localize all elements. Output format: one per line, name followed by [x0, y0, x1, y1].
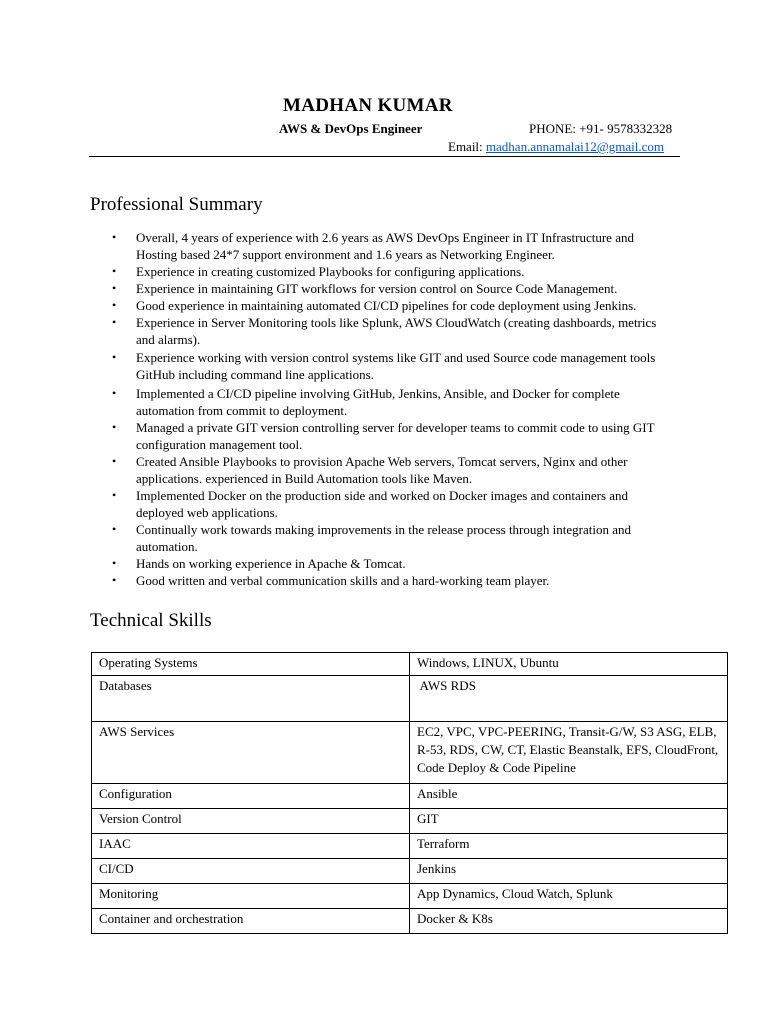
- skill-category: Version Control: [92, 809, 410, 834]
- skill-value: Ansible: [410, 784, 728, 809]
- summary-item: • Experience in maintaining GIT workflows for version control on Source Code Management.: [110, 280, 670, 297]
- skill-category: Container and orchestration: [92, 909, 410, 934]
- summary-item: • Experience in creating customized Playbooks for configuring applications.: [110, 263, 670, 280]
- table-row: [92, 834, 728, 859]
- skill-category: Configuration: [92, 784, 410, 809]
- summary-item: • Overall, 4 years of experience with 2.6 years as AWS DevOps Engineer in IT Infrastructure and Hosting based 24*7 support environment and 1.6 years as Networking Engineer.: [110, 229, 670, 263]
- skill-value: Docker & K8s: [410, 909, 728, 934]
- summary-item: • Created Ansible Playbooks to provision Apache Web servers, Tomcat servers, Nginx and other applications. experienced in Build Automation tools like Maven.: [110, 453, 670, 487]
- table-row: [92, 676, 728, 722]
- table-row: [92, 809, 728, 834]
- email-label: Email:: [448, 139, 486, 154]
- skill-category: Operating Systems: [92, 653, 410, 676]
- skills-table: [91, 652, 728, 934]
- section-title-summary: Professional Summary: [90, 194, 263, 215]
- table-row: [92, 722, 728, 784]
- skill-category: CI/CD: [92, 859, 410, 884]
- summary-item: • Continually work towards making improvements in the release process through integration and automation.: [110, 521, 670, 555]
- summary-item: • Implemented Docker on the production side and worked on Docker images and containers and deployed web applications.: [110, 487, 670, 521]
- skill-category: IAAC: [92, 834, 410, 859]
- header-divider: [89, 156, 680, 157]
- candidate-name: MADHAN KUMAR: [283, 95, 453, 116]
- summary-item: • Good experience in maintaining automated CI/CD pipelines for code deployment using Jenkins.: [110, 297, 670, 314]
- summary-item: • Implemented a CI/CD pipeline involving GitHub, Jenkins, Ansible, and Docker for complete automation from commit to deployment.: [110, 385, 670, 419]
- skill-value: EC2, VPC, VPC-PEERING, Transit-G/W, S3 ASG, ELB, R-53, RDS, CW, CT, Elastic Beanstalk, EFS, CloudFront, Code Deploy & Code Pipeline: [410, 722, 728, 784]
- email-link[interactable]: madhan.annamalai12@gmail.com: [485, 139, 664, 154]
- table-row: [92, 884, 728, 909]
- skill-category: Databases: [92, 676, 410, 722]
- phone-number: PHONE: +91- 9578332328: [529, 121, 673, 136]
- skill-value: Terraform: [410, 834, 728, 859]
- table-row: [92, 784, 728, 809]
- table-row: [92, 859, 728, 884]
- summary-item: • Managed a private GIT version controlling server for developer teams to commit code to using GIT configuration management tool.: [110, 419, 670, 453]
- table-row: [92, 909, 728, 934]
- skill-value: GIT: [410, 809, 728, 834]
- summary-item: • Hands on working experience in Apache & Tomcat.: [110, 555, 670, 572]
- skill-value: Windows, LINUX, Ubuntu: [410, 653, 728, 676]
- job-title: AWS & DevOps Engineer: [279, 121, 423, 136]
- section-title-skills: Technical Skills: [90, 610, 212, 631]
- summary-item: • Experience working with version control systems like GIT and used Source code management tools GitHub including command line applications.: [110, 349, 670, 383]
- summary-item: • Good written and verbal communication skills and a hard-working team player.: [110, 572, 670, 589]
- summary-item: • Experience in Server Monitoring tools like Splunk, AWS CloudWatch (creating dashboards, metrics and alarms).: [110, 314, 670, 348]
- table-row: [92, 653, 728, 676]
- summary-list: [110, 229, 670, 589]
- skill-category: Monitoring: [92, 884, 410, 909]
- skill-category: AWS Services: [92, 722, 410, 784]
- skill-value: Jenkins: [410, 859, 728, 884]
- skill-value: App Dynamics, Cloud Watch, Splunk: [410, 884, 728, 909]
- email-line: [448, 139, 664, 155]
- skill-value: AWS RDS: [410, 676, 728, 722]
